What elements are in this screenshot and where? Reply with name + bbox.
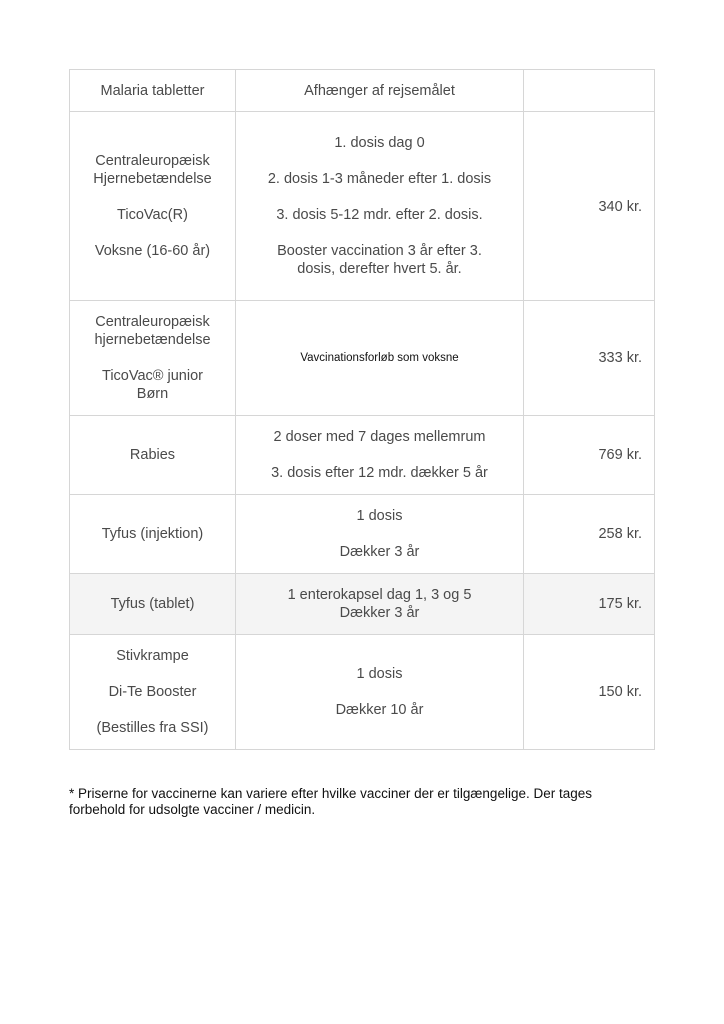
table-row-rabies — [70, 416, 655, 495]
vaccine-age-group: Børn — [136, 386, 169, 402]
price-cell — [524, 574, 655, 635]
vaccine-name-line: Hjernebetændelse — [93, 171, 212, 187]
schedule-line: 1 dosis — [356, 508, 403, 524]
price-cell — [524, 495, 655, 574]
schedule-line: Booster vaccination 3 år efter 3. — [277, 243, 482, 259]
schedule-line: 2 doser med 7 dages mellemrum — [273, 429, 486, 445]
schedule-cell — [236, 301, 524, 416]
price-cell — [524, 301, 655, 416]
table-row-tyfus-tablet — [70, 574, 655, 635]
vaccine-product-name: Di-Te Booster — [108, 684, 197, 700]
vaccine-name-cell — [70, 70, 236, 112]
table-row-tyfus-injection — [70, 495, 655, 574]
schedule-line: 3. dosis 5-12 mdr. efter 2. dosis. — [276, 207, 483, 223]
table-row-malaria — [70, 70, 655, 112]
price-value: 340 kr. — [598, 199, 642, 215]
price-cell — [524, 112, 655, 301]
price-value: 258 kr. — [598, 526, 642, 542]
vaccine-name-cell — [70, 495, 236, 574]
schedule-line: 1 dosis — [356, 666, 403, 682]
footnote-line: forbehold for udsolgte vacciner / medicin. — [69, 802, 316, 817]
vaccine-name: Tyfus (injektion) — [101, 526, 204, 542]
price-value: 333 kr. — [598, 350, 642, 366]
vaccine-name-line: hjernebetændelse — [94, 332, 211, 348]
vaccine-name: Tyfus (tablet) — [110, 596, 195, 612]
vaccine-name-line: Centraleuropæisk — [95, 153, 210, 169]
vaccine-name-cell — [70, 635, 236, 750]
schedule-line: 1 enterokapsel dag 1, 3 og 5 — [287, 587, 472, 603]
schedule-cell — [236, 574, 524, 635]
vaccine-name: Stivkrampe — [116, 648, 189, 664]
price-cell — [524, 70, 655, 112]
schedule-cell — [236, 112, 524, 301]
schedule-line: Dækker 3 år — [339, 605, 420, 621]
vaccine-name: Rabies — [129, 447, 176, 463]
vaccine-name-line: Centraleuropæisk — [95, 314, 210, 330]
vaccine-price-table — [69, 69, 655, 750]
schedule-note: Vavcinationsforløb som voksne — [300, 352, 459, 364]
vaccine-name-cell — [70, 112, 236, 301]
table-row-ticovac-junior — [70, 301, 655, 416]
schedule-line: Dækker 10 år — [335, 702, 424, 718]
schedule-cell — [236, 635, 524, 750]
vaccine-name-cell — [70, 416, 236, 495]
schedule-line: 2. dosis 1-3 måneder efter 1. dosis — [267, 171, 492, 187]
vaccine-name: Malaria tabletter — [100, 82, 205, 99]
price-value: 175 kr. — [598, 596, 642, 612]
price-cell — [524, 635, 655, 750]
schedule-cell — [236, 495, 524, 574]
schedule-line: 1. dosis dag 0 — [334, 135, 425, 151]
price-cell — [524, 416, 655, 495]
price-value: 769 kr. — [598, 447, 642, 463]
footnote-line: * Priserne for vaccinerne kan variere efter hvilke vacciner der er tilgængelige. Der tages — [69, 786, 592, 801]
vaccine-product-name: TicoVac® junior — [102, 368, 203, 384]
vaccine-order-note: (Bestilles fra SSI) — [96, 720, 209, 736]
vaccine-name-cell — [70, 301, 236, 416]
schedule-cell — [236, 70, 524, 112]
schedule-cell — [236, 416, 524, 495]
price-value: 150 kr. — [598, 684, 642, 700]
table-row-stivkrampe — [70, 635, 655, 750]
schedule-text: Afhænger af rejsemålet — [304, 82, 455, 99]
schedule-line: Dækker 3 år — [339, 544, 420, 560]
vaccine-name-cell — [70, 574, 236, 635]
schedule-line: 3. dosis efter 12 mdr. dækker 5 år — [271, 465, 488, 481]
vaccine-age-group: Voksne (16-60 år) — [94, 243, 211, 259]
vaccine-product-name: TicoVac(R) — [117, 207, 188, 223]
price-footnote — [69, 786, 659, 818]
schedule-line: dosis, derefter hvert 5. år. — [297, 261, 462, 277]
table-row-ticovac-adult — [70, 112, 655, 301]
